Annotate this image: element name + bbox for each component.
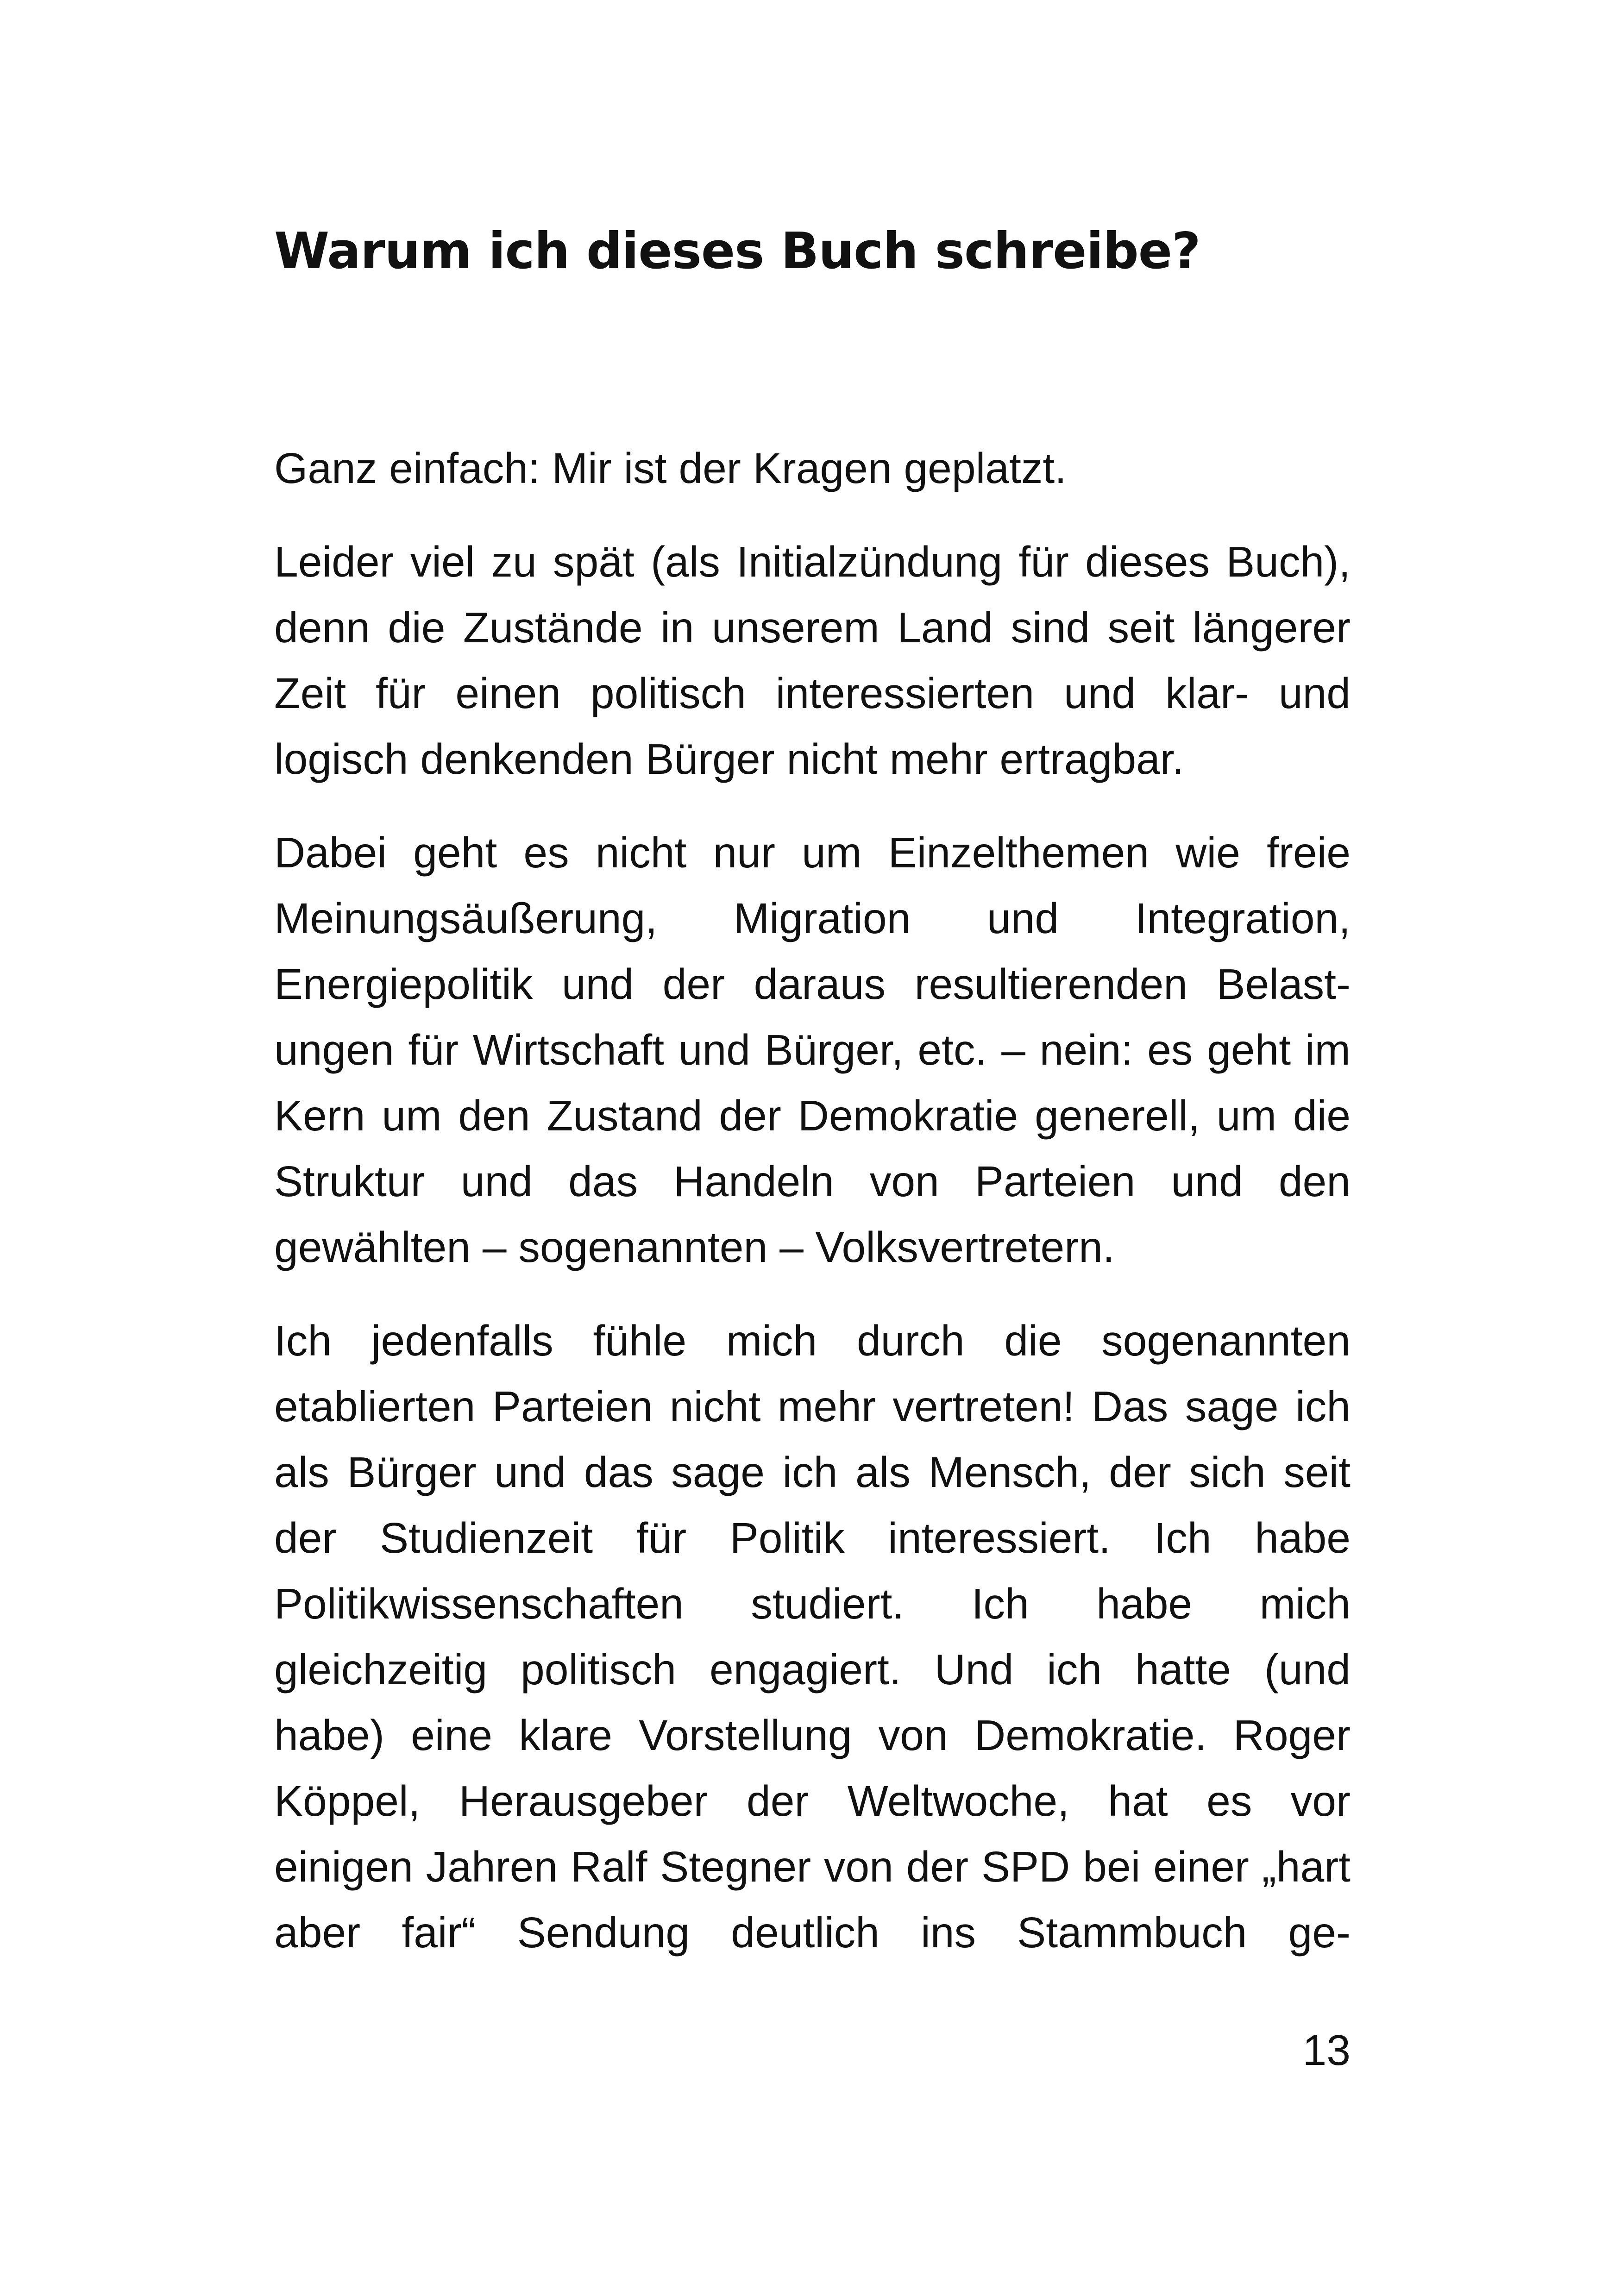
text-line: Ganz einfach: Mir ist der Kragen geplatzt. [274,444,1067,492]
text-line: ungen für Wirtschaft und Bürger, etc. – nein: es geht im [274,1026,1351,1074]
text-line: einigen Jahren Ralf Stegner von der SPD bei einer „hart [274,1843,1351,1891]
text-line: Meinungsäußerung, Migration und Integration, [274,894,1351,942]
text-line: Kern um den Zustand der Demokratie generell, um die [274,1092,1351,1140]
text-line: Struktur und das Handeln von Parteien und den [274,1157,1351,1205]
text-line: Ich jedenfalls fühle mich durch die sogenannten [274,1317,1351,1365]
chapter-heading: Warum ich dieses Buch schreibe? [274,222,1200,280]
text-line: Energiepolitik und der daraus resultierenden Belast- [274,960,1351,1008]
body-text [274,435,1351,1993]
paragraph [274,1308,1351,1965]
paragraph [274,529,1351,792]
text-line: gleichzeitig politisch engagiert. Und ich hatte (und [274,1645,1351,1694]
text-line: logisch denkenden Bürger nicht mehr ertragbar. [274,735,1184,783]
paragraph [274,820,1351,1280]
text-line: Köppel, Herausgeber der Weltwoche, hat es vor [274,1777,1351,1825]
text-line: Dabei geht es nicht nur um Einzelthemen wie freie [274,828,1351,877]
text-line: aber fair“ Sendung deutlich ins Stammbuch ge- [274,1908,1351,1957]
text-line: der Studienzeit für Politik interessiert. Ich habe [274,1514,1351,1562]
text-line: gewählten – sogenannten – Volksvertretern. [274,1223,1115,1271]
paragraph [274,435,1351,501]
text-line: denn die Zustände in unserem Land sind seit längerer [274,603,1351,652]
text-line: Zeit für einen politisch interessierten und klar- und [274,669,1351,717]
text-line: habe) eine klare Vorstellung von Demokratie. Roger [274,1711,1351,1759]
text-line: etablierten Parteien nicht mehr vertreten! Das sage ich [274,1382,1351,1430]
text-line: als Bürger und das sage ich als Mensch, der sich seit [274,1448,1351,1496]
text-line: Politikwissenschaften studiert. Ich habe mich [274,1580,1351,1628]
text-line: Leider viel zu spät (als Initialzündung für dieses Buch), [274,538,1351,586]
page-number: 13 [1302,2026,1351,2074]
